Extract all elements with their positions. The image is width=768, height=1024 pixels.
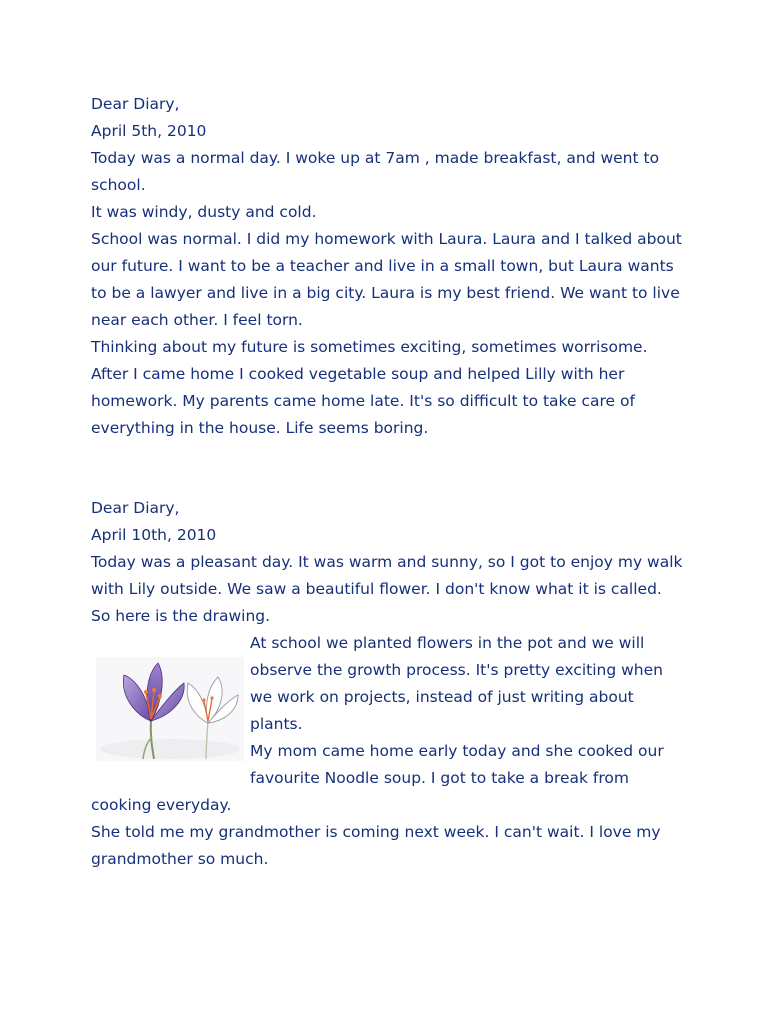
entry1-text-line: to be a lawyer and live in a big city. Laura is my best friend. We want to live (91, 284, 680, 302)
entry2-text-line: we work on projects, instead of just writing about (250, 688, 634, 706)
entry2-text-line: plants. (250, 715, 303, 733)
entry2-text-line: observe the growth process. It's pretty exciting when (250, 661, 663, 679)
entry2-text-line: At school we planted flowers in the pot and we will (250, 634, 645, 652)
entry2-text-line: Today was a pleasant day. It was warm and sunny, so I got to enjoy my walk (91, 553, 683, 571)
crocus-flower-drawing-icon (96, 657, 244, 761)
entry1-text-line: After I came home I cooked vegetable soup and helped Lilly with her (91, 365, 625, 383)
entry1-text-line: School was normal. I did my homework with Laura. Laura and I talked about (91, 230, 682, 248)
entry1-text-line: Thinking about my future is sometimes exciting, sometimes worrisome. (91, 338, 648, 356)
entry2-text-line: cooking everyday. (91, 796, 232, 814)
entry2-text-line: favourite Noodle soup. I got to take a break from (250, 769, 629, 787)
entry1-text-line: our future. I want to be a teacher and live in a small town, but Laura wants (91, 257, 674, 275)
entry2-text-line: She told me my grandmother is coming next week. I can't wait. I love my (91, 823, 661, 841)
entry1-text-line: everything in the house. Life seems boring. (91, 419, 429, 437)
entry1-text-line: It was windy, dusty and cold. (91, 203, 317, 221)
entry2-text-line: My mom came home early today and she cooked our (250, 742, 664, 760)
entry2-salutation: Dear Diary, (91, 499, 180, 517)
entry1-text-line: Today was a normal day. I woke up at 7am , made breakfast, and went to (91, 149, 660, 167)
entry1-text-line: homework. My parents came home late. It's so difficult to take care of (91, 392, 635, 410)
entry1-text-line: near each other. I feel torn. (91, 311, 303, 329)
entry1-salutation: Dear Diary, (91, 95, 180, 113)
entry1-text-line: school. (91, 176, 146, 194)
entry2-text-line: So here is the drawing. (91, 607, 271, 625)
entry2-date: April 10th, 2010 (91, 526, 217, 544)
entry2-text-line: grandmother so much. (91, 850, 269, 868)
entry1-date: April 5th, 2010 (91, 122, 207, 140)
entry2-text-line: with Lily outside. We saw a beautiful flower. I don't know what it is called. (91, 580, 662, 598)
